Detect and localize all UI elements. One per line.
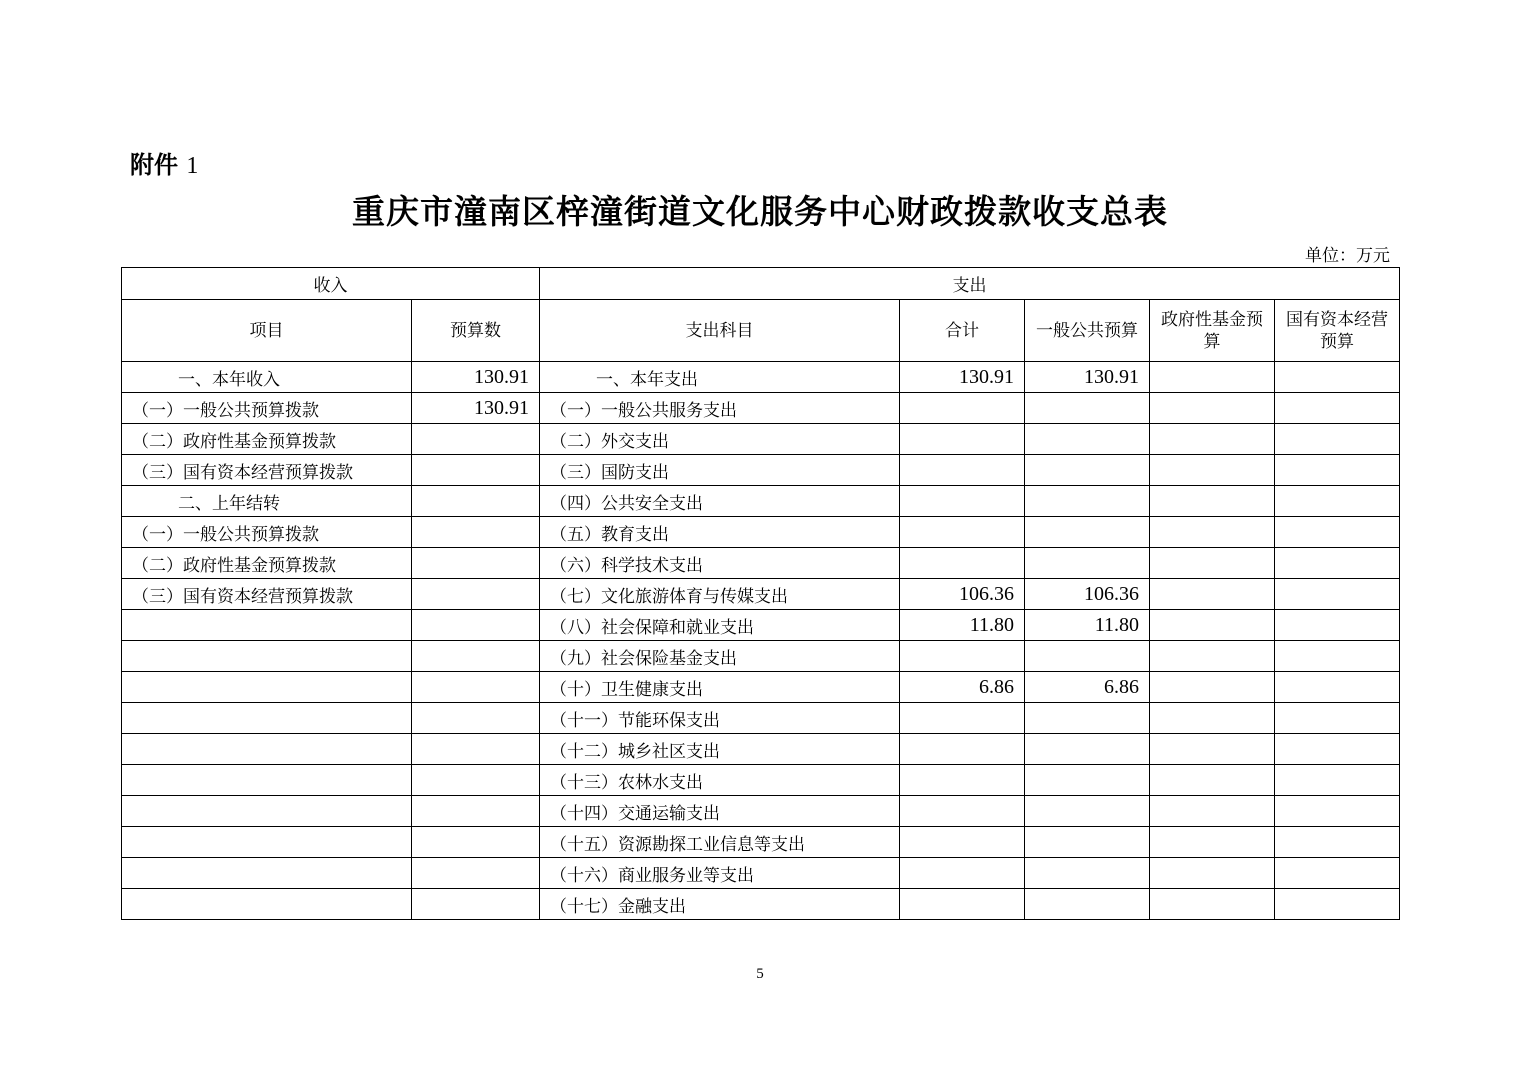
cell-state-capital-budget bbox=[1275, 393, 1400, 424]
header-gov-fund-budget: 政府性基金预算 bbox=[1150, 300, 1275, 362]
cell-gov-fund-budget bbox=[1150, 424, 1275, 455]
cell-gov-fund-budget bbox=[1150, 889, 1275, 920]
cell-expense-subject: （五）教育支出 bbox=[540, 517, 900, 548]
cell-gov-fund-budget bbox=[1150, 548, 1275, 579]
cell-state-capital-budget bbox=[1275, 455, 1400, 486]
table-row bbox=[122, 362, 1400, 393]
cell-gov-fund-budget bbox=[1150, 765, 1275, 796]
table-row bbox=[122, 827, 1400, 858]
cell-gov-fund-budget bbox=[1150, 672, 1275, 703]
cell-income-item: （二）政府性基金预算拨款 bbox=[122, 424, 412, 455]
cell-income-budget bbox=[412, 703, 540, 734]
cell-expense-subject: （七）文化旅游体育与传媒支出 bbox=[540, 579, 900, 610]
cell-state-capital-budget bbox=[1275, 610, 1400, 641]
page-number: 5 bbox=[756, 966, 764, 982]
cell-total: 130.91 bbox=[900, 362, 1025, 393]
cell-total bbox=[900, 858, 1025, 889]
cell-total bbox=[900, 424, 1025, 455]
cell-total bbox=[900, 393, 1025, 424]
header-income: 收入 bbox=[122, 268, 540, 300]
cell-expense-subject: （十一）节能环保支出 bbox=[540, 703, 900, 734]
cell-income-item: （二）政府性基金预算拨款 bbox=[122, 548, 412, 579]
cell-income-item: （一）一般公共预算拨款 bbox=[122, 393, 412, 424]
cell-state-capital-budget bbox=[1275, 889, 1400, 920]
cell-income-budget bbox=[412, 610, 540, 641]
cell-total: 106.36 bbox=[900, 579, 1025, 610]
header-general-public-budget: 一般公共预算 bbox=[1025, 300, 1150, 362]
cell-general-public-budget bbox=[1025, 796, 1150, 827]
cell-general-public-budget bbox=[1025, 393, 1150, 424]
cell-general-public-budget bbox=[1025, 486, 1150, 517]
cell-state-capital-budget bbox=[1275, 858, 1400, 889]
cell-income-budget bbox=[412, 548, 540, 579]
cell-general-public-budget bbox=[1025, 827, 1150, 858]
cell-income-budget bbox=[412, 889, 540, 920]
cell-general-public-budget bbox=[1025, 455, 1150, 486]
cell-income-item: （三）国有资本经营预算拨款 bbox=[122, 455, 412, 486]
cell-expense-subject: （一）一般公共服务支出 bbox=[540, 393, 900, 424]
header-state-capital-budget: 国有资本经营预算 bbox=[1275, 300, 1400, 362]
cell-expense-subject: （十二）城乡社区支出 bbox=[540, 734, 900, 765]
cell-income-item bbox=[122, 734, 412, 765]
cell-income-budget bbox=[412, 641, 540, 672]
cell-income-budget bbox=[412, 486, 540, 517]
cell-income-budget bbox=[412, 517, 540, 548]
cell-total bbox=[900, 889, 1025, 920]
cell-expense-subject: （九）社会保险基金支出 bbox=[540, 641, 900, 672]
table-row bbox=[122, 889, 1400, 920]
cell-total: 6.86 bbox=[900, 672, 1025, 703]
cell-income-item bbox=[122, 889, 412, 920]
cell-expense-subject: （六）科学技术支出 bbox=[540, 548, 900, 579]
cell-general-public-budget: 106.36 bbox=[1025, 579, 1150, 610]
table-row bbox=[122, 858, 1400, 889]
cell-income-item: 一、本年收入 bbox=[122, 362, 412, 393]
cell-expense-subject: （十七）金融支出 bbox=[540, 889, 900, 920]
cell-state-capital-budget bbox=[1275, 362, 1400, 393]
cell-expense-subject: （十五）资源勘探工业信息等支出 bbox=[540, 827, 900, 858]
cell-gov-fund-budget bbox=[1150, 610, 1275, 641]
cell-total bbox=[900, 517, 1025, 548]
cell-gov-fund-budget bbox=[1150, 858, 1275, 889]
cell-general-public-budget bbox=[1025, 703, 1150, 734]
cell-expense-subject: （二）外交支出 bbox=[540, 424, 900, 455]
cell-income-budget bbox=[412, 765, 540, 796]
cell-state-capital-budget bbox=[1275, 827, 1400, 858]
cell-gov-fund-budget bbox=[1150, 393, 1275, 424]
cell-income-item bbox=[122, 765, 412, 796]
cell-general-public-budget bbox=[1025, 641, 1150, 672]
cell-gov-fund-budget bbox=[1150, 734, 1275, 765]
cell-state-capital-budget bbox=[1275, 548, 1400, 579]
header-row-columns bbox=[122, 300, 1400, 362]
table-row bbox=[122, 672, 1400, 703]
header-item: 项目 bbox=[122, 300, 412, 362]
cell-income-item: （三）国有资本经营预算拨款 bbox=[122, 579, 412, 610]
cell-income-item bbox=[122, 672, 412, 703]
cell-state-capital-budget bbox=[1275, 641, 1400, 672]
cell-income-budget bbox=[412, 455, 540, 486]
cell-gov-fund-budget bbox=[1150, 455, 1275, 486]
cell-income-budget bbox=[412, 796, 540, 827]
cell-expense-subject: （四）公共安全支出 bbox=[540, 486, 900, 517]
cell-income-item: （一）一般公共预算拨款 bbox=[122, 517, 412, 548]
attachment-text: 附件 bbox=[130, 151, 178, 179]
cell-general-public-budget bbox=[1025, 765, 1150, 796]
cell-income-budget bbox=[412, 734, 540, 765]
cell-income-budget bbox=[412, 858, 540, 889]
cell-total bbox=[900, 827, 1025, 858]
table-row bbox=[122, 393, 1400, 424]
table-row bbox=[122, 641, 1400, 672]
cell-expense-subject: （十六）商业服务业等支出 bbox=[540, 858, 900, 889]
cell-general-public-budget bbox=[1025, 734, 1150, 765]
attachment-number: 1 bbox=[186, 153, 199, 179]
cell-general-public-budget bbox=[1025, 424, 1150, 455]
cell-expense-subject: （三）国防支出 bbox=[540, 455, 900, 486]
cell-gov-fund-budget bbox=[1150, 796, 1275, 827]
cell-state-capital-budget bbox=[1275, 703, 1400, 734]
cell-total bbox=[900, 455, 1025, 486]
cell-gov-fund-budget bbox=[1150, 641, 1275, 672]
cell-state-capital-budget bbox=[1275, 796, 1400, 827]
cell-total bbox=[900, 734, 1025, 765]
cell-state-capital-budget bbox=[1275, 517, 1400, 548]
cell-total bbox=[900, 796, 1025, 827]
table-row bbox=[122, 703, 1400, 734]
cell-total bbox=[900, 765, 1025, 796]
cell-gov-fund-budget bbox=[1150, 827, 1275, 858]
table-row bbox=[122, 579, 1400, 610]
cell-income-budget bbox=[412, 827, 540, 858]
table-row bbox=[122, 455, 1400, 486]
cell-income-item bbox=[122, 858, 412, 889]
cell-general-public-budget bbox=[1025, 889, 1150, 920]
cell-general-public-budget bbox=[1025, 548, 1150, 579]
table-row bbox=[122, 548, 1400, 579]
cell-gov-fund-budget bbox=[1150, 517, 1275, 548]
table-row bbox=[122, 486, 1400, 517]
cell-total bbox=[900, 703, 1025, 734]
cell-income-budget bbox=[412, 424, 540, 455]
table-row bbox=[122, 734, 1400, 765]
attachment-label bbox=[130, 145, 198, 180]
cell-general-public-budget: 130.91 bbox=[1025, 362, 1150, 393]
cell-state-capital-budget bbox=[1275, 734, 1400, 765]
header-expense-subject: 支出科目 bbox=[540, 300, 900, 362]
cell-income-item bbox=[122, 796, 412, 827]
cell-total: 11.80 bbox=[900, 610, 1025, 641]
header-expense: 支出 bbox=[540, 268, 1400, 300]
cell-total bbox=[900, 486, 1025, 517]
cell-general-public-budget: 11.80 bbox=[1025, 610, 1150, 641]
table-row bbox=[122, 610, 1400, 641]
cell-income-budget bbox=[412, 672, 540, 703]
header-total: 合计 bbox=[900, 300, 1025, 362]
table-row bbox=[122, 424, 1400, 455]
cell-expense-subject: （十四）交通运输支出 bbox=[540, 796, 900, 827]
table-row bbox=[122, 517, 1400, 548]
cell-state-capital-budget bbox=[1275, 672, 1400, 703]
cell-total bbox=[900, 548, 1025, 579]
table-body bbox=[122, 362, 1400, 920]
cell-general-public-budget bbox=[1025, 517, 1150, 548]
header-row-top bbox=[122, 268, 1400, 300]
cell-gov-fund-budget bbox=[1150, 486, 1275, 517]
cell-income-item bbox=[122, 703, 412, 734]
cell-income-budget: 130.91 bbox=[412, 362, 540, 393]
cell-income-budget bbox=[412, 579, 540, 610]
cell-state-capital-budget bbox=[1275, 424, 1400, 455]
cell-gov-fund-budget bbox=[1150, 362, 1275, 393]
unit-label: 单位：万元 bbox=[1305, 246, 1390, 266]
table-row bbox=[122, 765, 1400, 796]
cell-state-capital-budget bbox=[1275, 579, 1400, 610]
document-title: 重庆市潼南区梓潼街道文化服务中心财政拨款收支总表 bbox=[352, 192, 1168, 231]
cell-general-public-budget: 6.86 bbox=[1025, 672, 1150, 703]
cell-income-item: 二、上年结转 bbox=[122, 486, 412, 517]
cell-general-public-budget bbox=[1025, 858, 1150, 889]
cell-state-capital-budget bbox=[1275, 765, 1400, 796]
cell-expense-subject: 一、本年支出 bbox=[540, 362, 900, 393]
budget-table bbox=[121, 267, 1400, 920]
cell-expense-subject: （十）卫生健康支出 bbox=[540, 672, 900, 703]
cell-state-capital-budget bbox=[1275, 486, 1400, 517]
cell-income-item bbox=[122, 827, 412, 858]
cell-gov-fund-budget bbox=[1150, 579, 1275, 610]
cell-total bbox=[900, 641, 1025, 672]
header-budget: 预算数 bbox=[412, 300, 540, 362]
cell-income-item bbox=[122, 610, 412, 641]
cell-expense-subject: （八）社会保障和就业支出 bbox=[540, 610, 900, 641]
cell-income-item bbox=[122, 641, 412, 672]
cell-expense-subject: （十三）农林水支出 bbox=[540, 765, 900, 796]
cell-income-budget: 130.91 bbox=[412, 393, 540, 424]
table-row bbox=[122, 796, 1400, 827]
cell-gov-fund-budget bbox=[1150, 703, 1275, 734]
